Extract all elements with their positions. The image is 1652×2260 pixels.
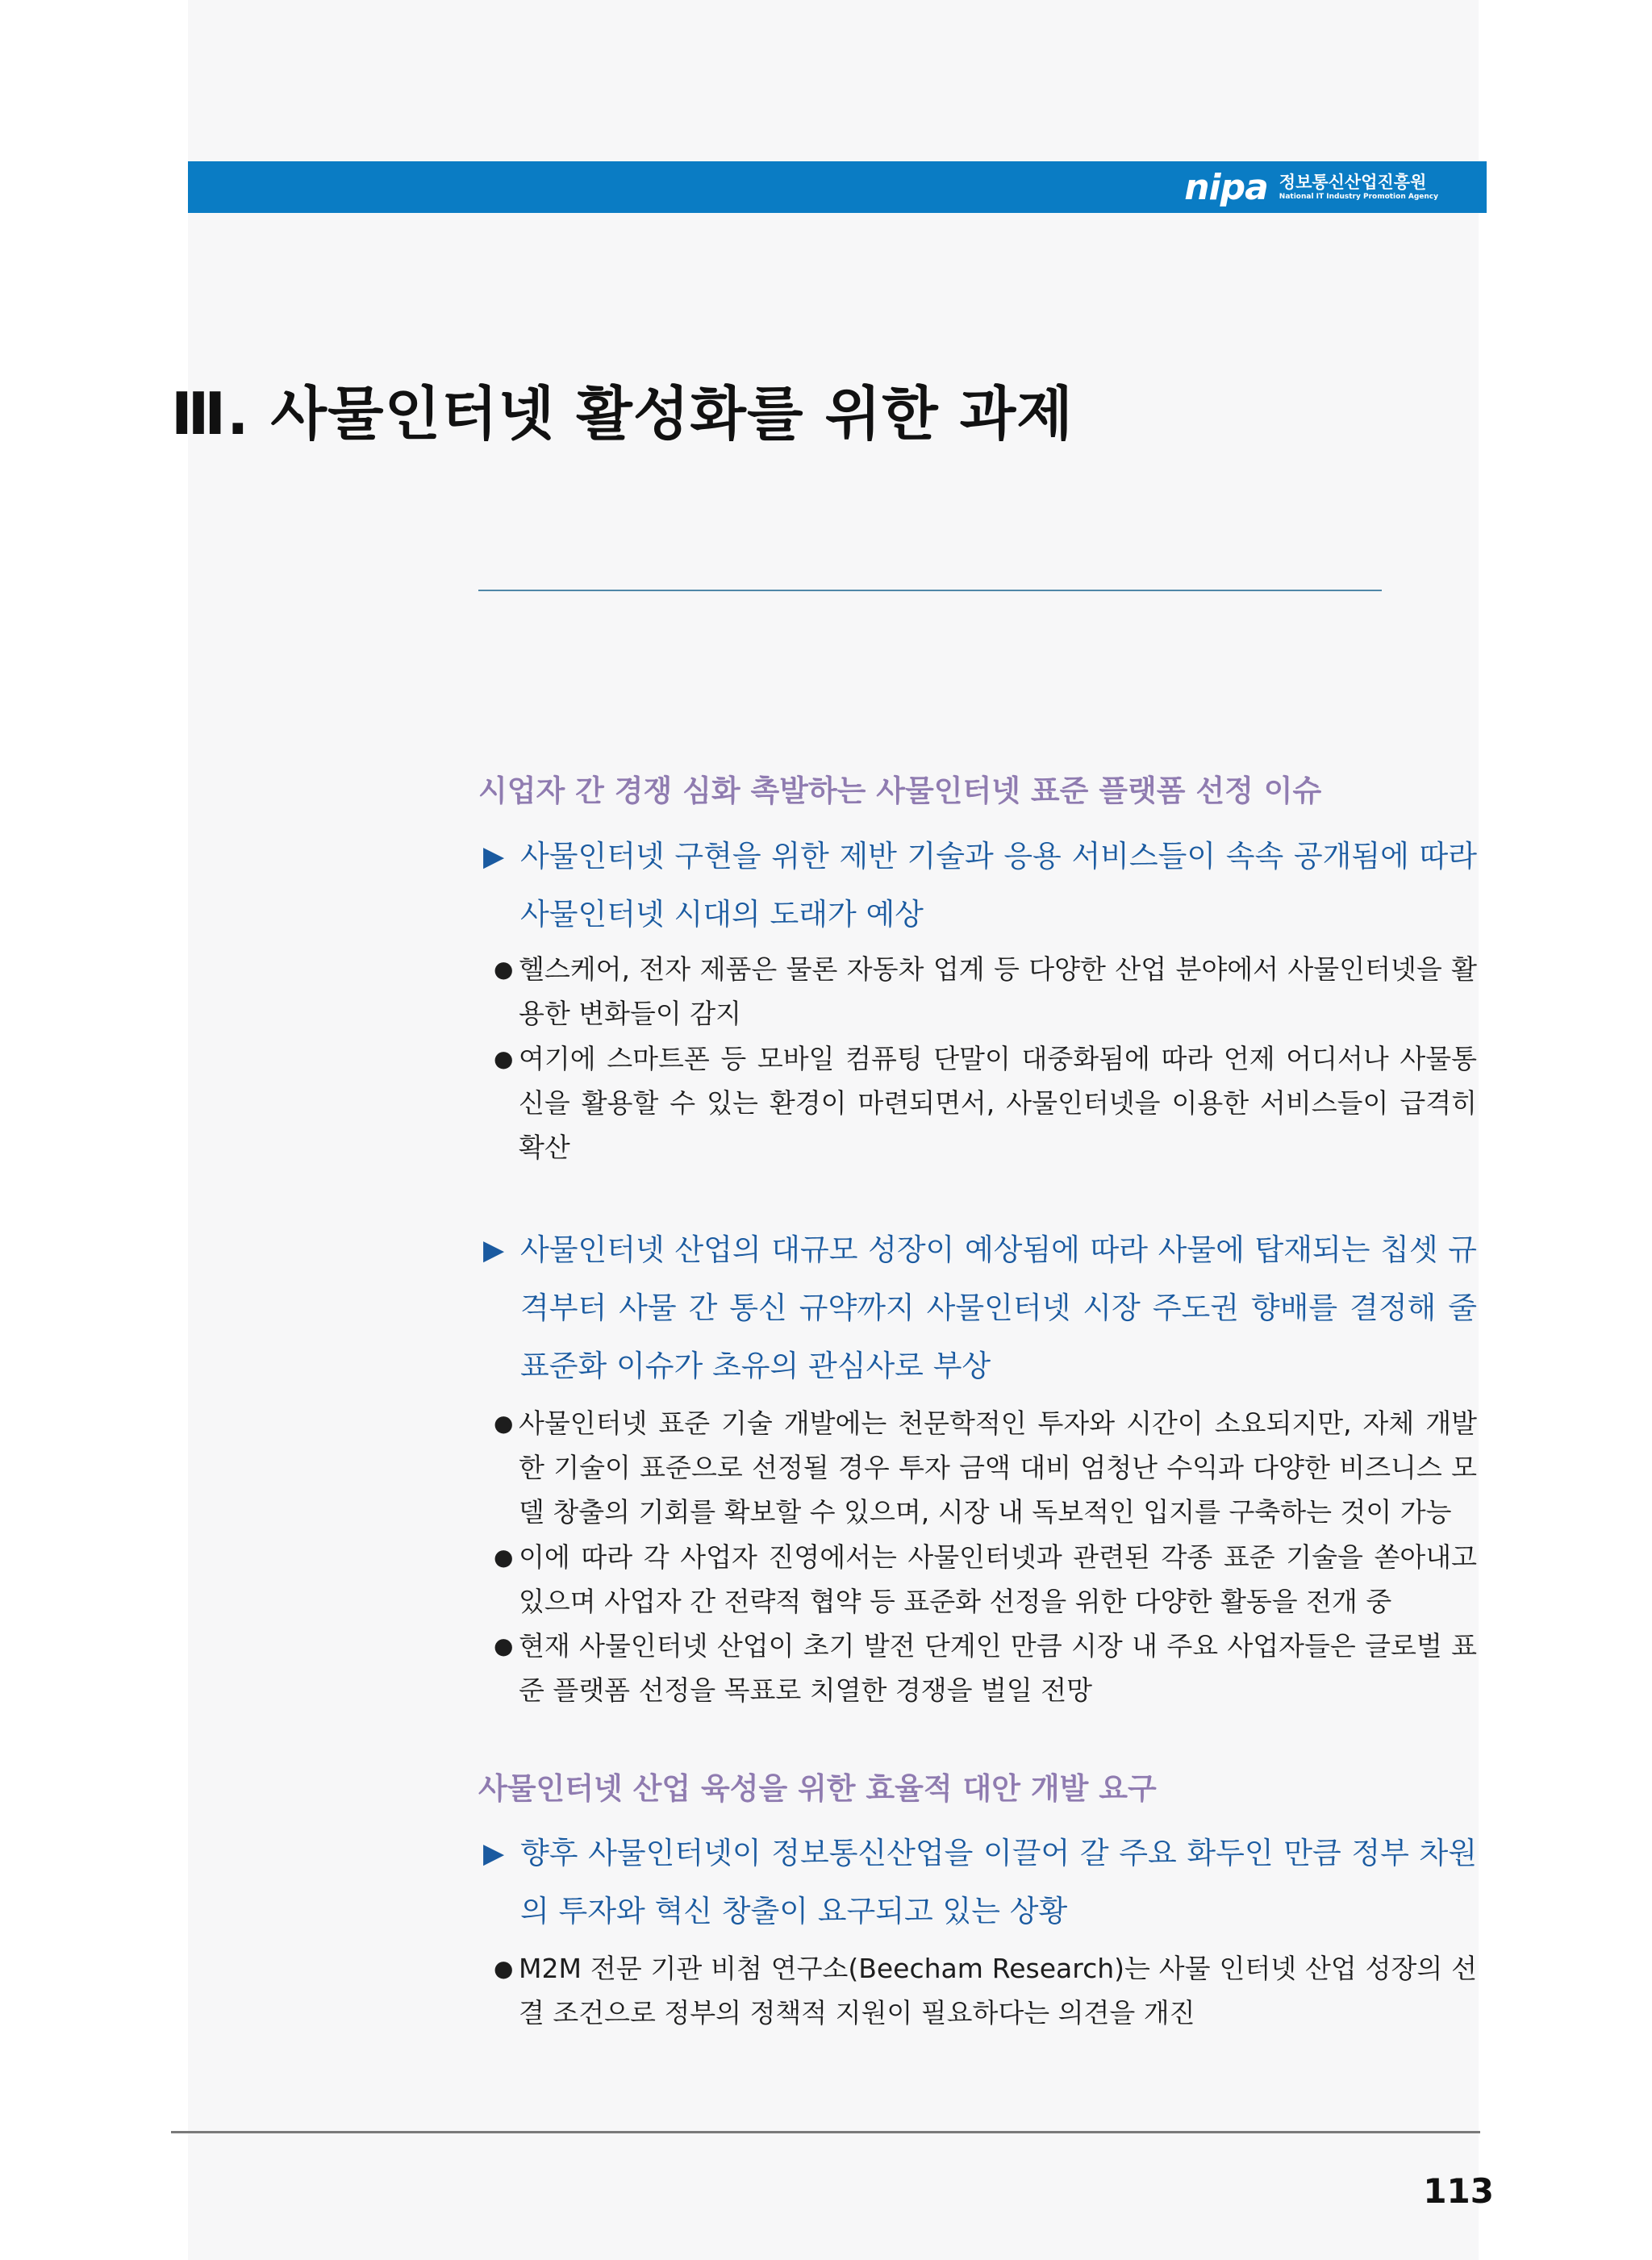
bullet-icon: ● [494,1632,514,1659]
agency-name-korean: 정보통신산업진흥원 [1279,172,1427,192]
bullet-icon: ● [494,1045,514,1072]
logo-text [1279,174,1438,201]
bullet-text: M2M 전문 기관 비첨 연구소(Beecham Research)는 사물 인터넷 산업 성장의 선결 조건으로 정부의 정책적 지원이 필요하다는 의견을 개진 [519,1953,1477,2029]
bullet-text: 사물인터넷 표준 기술 개발에는 천문학적인 투자와 시간이 소요되지만, 자체 개발한 기술이 표준으로 선정될 경우 투자 금액 대비 엄청난 수익과 다양한 비즈니스 모델 창출의 기회를 확보할 수 있으며, 시장 내 독보적인 입지를 구축하는 것이 가능 [519,1407,1477,1528]
bullet-item [494,1036,1477,1170]
bullet-text: 현재 사물인터넷 산업이 초기 발전 단계인 만큼 시장 내 주요 사업자들은 글로벌 표준 플랫폼 선정을 목표로 치열한 경쟁을 벌일 전망 [519,1630,1477,1706]
bullet-item [494,947,1477,1036]
bullet-item [494,1535,1477,1624]
header-bar [188,161,1487,213]
key-point [478,828,1477,944]
bullet-item [494,1946,1477,2035]
key-point [478,1221,1477,1395]
title-divider [478,590,1382,591]
logo-mark: nipa [1184,166,1268,208]
bullet-icon: ● [494,956,514,982]
page-number: 113 [1423,2171,1494,2211]
bullet-item [494,1624,1477,1712]
arrow-icon: ▶ [483,1837,505,1870]
chapter-title: Ⅲ. 사물인터넷 활성화를 위한 과제 [171,380,1074,448]
bullet-icon: ● [494,1410,514,1436]
bullet-text: 헬스케어, 전자 제품은 물론 자동차 업계 등 다양한 산업 분야에서 사물인터넷을 활용한 변화들이 감지 [519,953,1477,1029]
arrow-icon: ▶ [483,840,505,873]
key-point-text: 향후 사물인터넷이 정보통신산업을 이끌어 갈 주요 화두인 만큼 정부 차원의 투자와 혁신 창출이 요구되고 있는 상황 [520,1836,1477,1929]
key-point-text: 사물인터넷 구현을 위한 제반 기술과 응용 서비스들이 속속 공개됨에 따라 사물인터넷 시대의 도래가 예상 [520,839,1477,932]
bullet-icon: ● [494,1955,514,1982]
footer-divider [171,2131,1480,2133]
bullet-text: 여기에 스마트폰 등 모바일 컴퓨팅 단말이 대중화됨에 따라 언제 어디서나 사물통신을 활용할 수 있는 환경이 마련되면서, 사물인터넷을 이용한 서비스들이 급격히 확산 [519,1043,1477,1163]
nipa-logo [1184,166,1438,208]
bullet-text: 이에 따라 각 사업자 진영에서는 사물인터넷과 관련된 각종 표준 기술을 쏟아내고 있으며 사업자 간 전략적 협약 등 표준화 선정을 위한 다양한 활동을 전개 중 [519,1541,1477,1617]
agency-name-english: National IT Industry Promotion Agency [1279,192,1438,201]
section-heading: 시업자 간 경쟁 심화 촉발하는 사물인터넷 표준 플랫폼 선정 이슈 [478,773,1322,808]
bullet-icon: ● [494,1544,514,1570]
arrow-icon: ▶ [483,1234,505,1266]
bullet-item [494,1401,1477,1534]
key-point-text: 사물인터넷 산업의 대규모 성장이 예상됨에 따라 사물에 탑재되는 칩셋 규격부터 사물 간 통신 규약까지 사물인터넷 시장 주도권 향배를 결정해 줄 표준화 이슈가 초유의 관심사로 부상 [520,1232,1477,1383]
section-heading: 사물인터넷 산업 육성을 위한 효율적 대안 개발 요구 [478,1771,1157,1806]
key-point [478,1824,1477,1941]
